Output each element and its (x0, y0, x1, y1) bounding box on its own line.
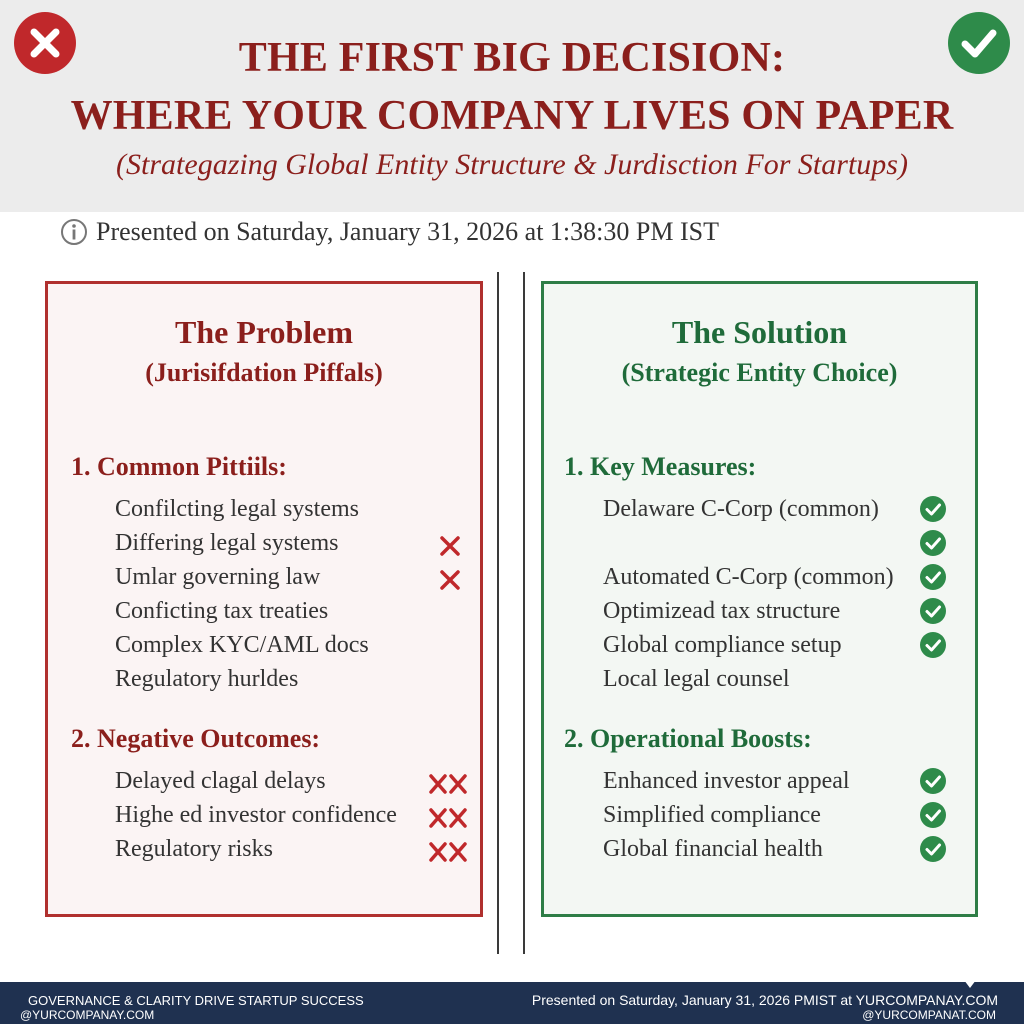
problem-section2-heading: 2. Negative Outcomes: (71, 724, 321, 753)
check-circle-icon (919, 563, 947, 591)
solution-item: Delaware C-Corp (common) (603, 496, 879, 522)
footer-tagline: GOVERNANCE & CLARITY DRIVE STARTUP SUCCESS (28, 993, 364, 1008)
solution-item: Global financial health (603, 836, 823, 862)
double-x-mark-icon (428, 840, 468, 864)
header-banner (0, 0, 1024, 212)
solution-item: Global compliance setup (603, 632, 842, 658)
problem-panel (45, 281, 483, 917)
problem-item: Conficting tax treaties (115, 598, 329, 624)
footer-bar (0, 982, 1024, 1024)
solution-subtitle: (Strategic Entity Choice) (621, 358, 898, 387)
solution-title: The Solution (671, 314, 848, 350)
check-circle-icon (919, 631, 947, 659)
solution-section2-heading: 2. Operational Boosts: (564, 724, 812, 753)
problem-title: The Problem (174, 314, 354, 350)
x-mark-icon (438, 534, 462, 558)
presented-date-row (60, 214, 719, 250)
page-title-line1: THE FIRST BIG DECISION: (238, 35, 786, 81)
problem-item: Delayed clagal delays (115, 768, 326, 794)
presented-date-text: Presented on Saturday, January 31, 2026 at 1:38:30 PM IST (96, 217, 719, 246)
footer-handle-right: @YURCOMPANAT.COM (862, 1008, 996, 1022)
column-divider-left (497, 272, 499, 954)
problem-item: Regulatory risks (115, 836, 273, 862)
footer-presented-text: Presented on Saturday, January 31, 2026 PMIST at YURCOMPANAY.COM (531, 992, 998, 1008)
problem-item: Highe ed investor confidence (115, 802, 397, 828)
check-circle-icon (919, 767, 947, 795)
solution-section1-heading: 1. Key Measures: (564, 452, 757, 481)
x-mark-icon (438, 568, 462, 592)
solution-panel (541, 281, 978, 917)
solution-item: Optimizead tax structure (603, 598, 841, 624)
page-title-line2: WHERE YOUR COMPANY LIVES ON PAPER (70, 93, 954, 139)
double-x-mark-icon (428, 806, 468, 830)
solution-item: Simplified compliance (603, 802, 821, 828)
solution-item: Automated C-Corp (common) (603, 564, 894, 590)
solution-item: Enhanced investor appeal (603, 768, 850, 794)
page-subtitle: (Strategazing Global Entity Structure & Jurdisction For Startups) (116, 148, 908, 181)
column-divider-right (523, 272, 525, 954)
problem-item: Umlar governing law (115, 564, 321, 590)
check-circle-icon (919, 529, 947, 557)
check-circle-icon (919, 597, 947, 625)
footer-handle-left: @YURCOMPANAY.COM (20, 1008, 155, 1022)
check-circle-icon (919, 801, 947, 829)
problem-item: Confilcting legal systems (115, 496, 359, 522)
problem-section1-heading: 1. Common Pittiils: (71, 452, 287, 481)
solution-item: Local legal counsel (603, 666, 790, 692)
info-icon (60, 218, 88, 246)
problem-item: Differing legal systems (115, 530, 339, 556)
check-circle-icon (919, 835, 947, 863)
problem-item: Complex KYC/AML docs (115, 632, 369, 658)
problem-item: Regulatory hurldes (115, 666, 299, 692)
problem-subtitle: (Jurisifdation Piffals) (145, 358, 383, 387)
footer-notch (964, 980, 976, 988)
check-circle-icon (919, 495, 947, 523)
double-x-mark-icon (428, 772, 468, 796)
